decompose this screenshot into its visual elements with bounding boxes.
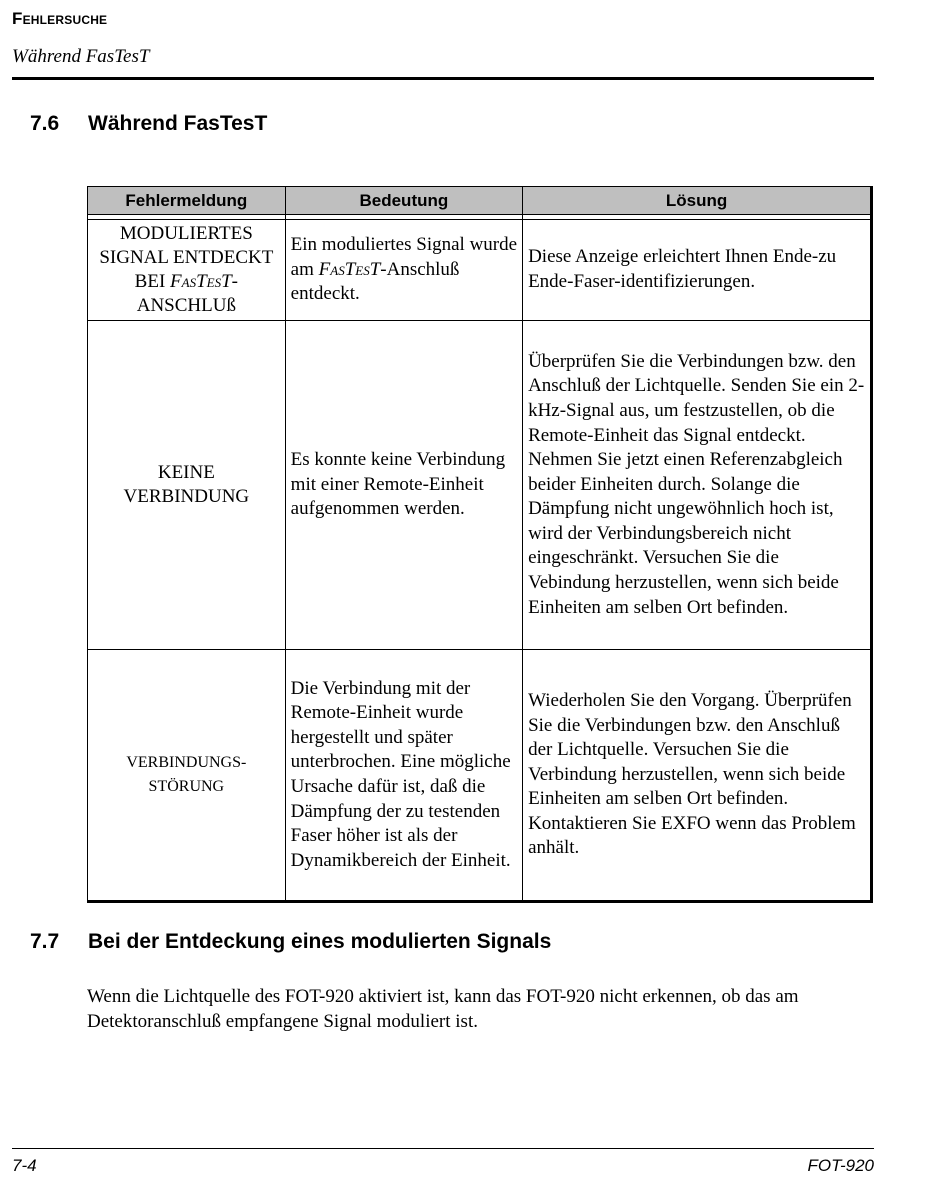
column-header-solution: Lösung bbox=[523, 187, 872, 215]
footer-product-name: FOT-920 bbox=[807, 1156, 874, 1175]
solution-text: Überprüfen Sie die Verbindungen bzw. den Anschluß der Lichtquelle. Senden Sie ein 2-kHz-Signal aus, um festzustellen, ob die Remote-Einheit das Signal entdeckt. Nehmen Sie jetzt einen Referenzabgleich beider Einheiten durch. Solange die Dämpfung nicht ungewöhnlich hoch ist, wird der Verbindungsbereich nicht eingeschränkt. Versuchen Sie die Vebindung herzustellen, wenn sich beide Einheiten am selben Ort befinden. bbox=[528, 350, 865, 618]
meaning-cell bbox=[285, 220, 522, 321]
error-message-line: BEI bbox=[134, 271, 171, 292]
header-rule bbox=[12, 77, 874, 80]
error-message-line: MODULIERTES bbox=[119, 223, 253, 244]
meaning-text: -Anschluß entdeckt. bbox=[290, 258, 460, 305]
solution-cell bbox=[523, 650, 872, 902]
section-heading-7-6 bbox=[30, 112, 267, 136]
section-number: 7.7 bbox=[30, 930, 60, 953]
table-row bbox=[88, 220, 872, 321]
error-message-line: STÖRUNG bbox=[148, 778, 225, 795]
section-body-paragraph: Wenn die Lichtquelle des FOT-920 aktiviert ist, kann das FOT-920 nicht erkennen, ob das am Detektoranschluß empfangene Signal moduliert ist. bbox=[87, 986, 799, 1032]
solution-cell bbox=[523, 220, 872, 321]
error-message-cell bbox=[88, 321, 286, 650]
error-message-cell bbox=[88, 650, 286, 902]
error-message-line: SIGNAL ENTDECKT bbox=[99, 247, 274, 268]
error-message-line: VERBINDUNGS- bbox=[126, 754, 247, 771]
table-header-row bbox=[88, 187, 872, 215]
solution-text: Diese Anzeige erleichtert Ihnen Ende-zu Ende-Faser-identifizierungen. bbox=[528, 246, 837, 292]
section-title: Bei der Entdeckung eines modulierten Signals bbox=[88, 930, 552, 953]
footer-page-number: 7-4 bbox=[12, 1156, 37, 1175]
running-header-section: Während FasTesT bbox=[12, 46, 150, 67]
fastest-term: FasTesT bbox=[170, 271, 232, 292]
meaning-text: Die Verbindung mit der Remote-Einheit wurde hergestellt und später unterbrochen. Eine mögliche Ursache dafür ist, daß die Dämpfung der zu testenden Faser höher ist als der Dynamikbereich der Einheit. bbox=[290, 677, 511, 871]
error-message-line: VERBINDUNG bbox=[123, 486, 250, 507]
meaning-text: Es konnte keine Verbindung mit einer Remote-Einheit aufgenommen werden. bbox=[290, 449, 506, 520]
error-message-line: - bbox=[231, 271, 238, 292]
column-header-error-message: Fehlermeldung bbox=[88, 187, 286, 215]
troubleshooting-table bbox=[87, 186, 873, 903]
solution-cell bbox=[523, 321, 872, 650]
section-heading-7-7 bbox=[30, 930, 551, 954]
error-message-line: ANSCHLUß bbox=[136, 295, 236, 316]
meaning-cell bbox=[285, 321, 522, 650]
meaning-cell bbox=[285, 650, 522, 902]
table-row bbox=[88, 321, 872, 650]
section-number: 7.6 bbox=[30, 112, 60, 135]
column-header-meaning: Bedeutung bbox=[285, 187, 522, 215]
solution-text: Wiederholen Sie den Vorgang. Überprüfen Sie die Verbindungen bzw. den Anschluß der Lichtquelle. Versuchen Sie die Verbindung herzustellen, wenn sich beide Einheiten am selben Ort befinden. Kontaktieren Sie EXFO wenn das Problem anhält. bbox=[528, 689, 856, 859]
fastest-term: FasTesT bbox=[318, 258, 381, 280]
error-message-cell bbox=[88, 220, 286, 321]
error-message-line: KEINE bbox=[157, 462, 215, 483]
table-row bbox=[88, 650, 872, 902]
footer-rule bbox=[12, 1148, 874, 1149]
meaning-text: Ein moduliertes Signal wurde am bbox=[290, 234, 518, 280]
section-title: Während FasTesT bbox=[88, 112, 268, 135]
running-header-chapter: Fehlersuche bbox=[12, 9, 108, 28]
